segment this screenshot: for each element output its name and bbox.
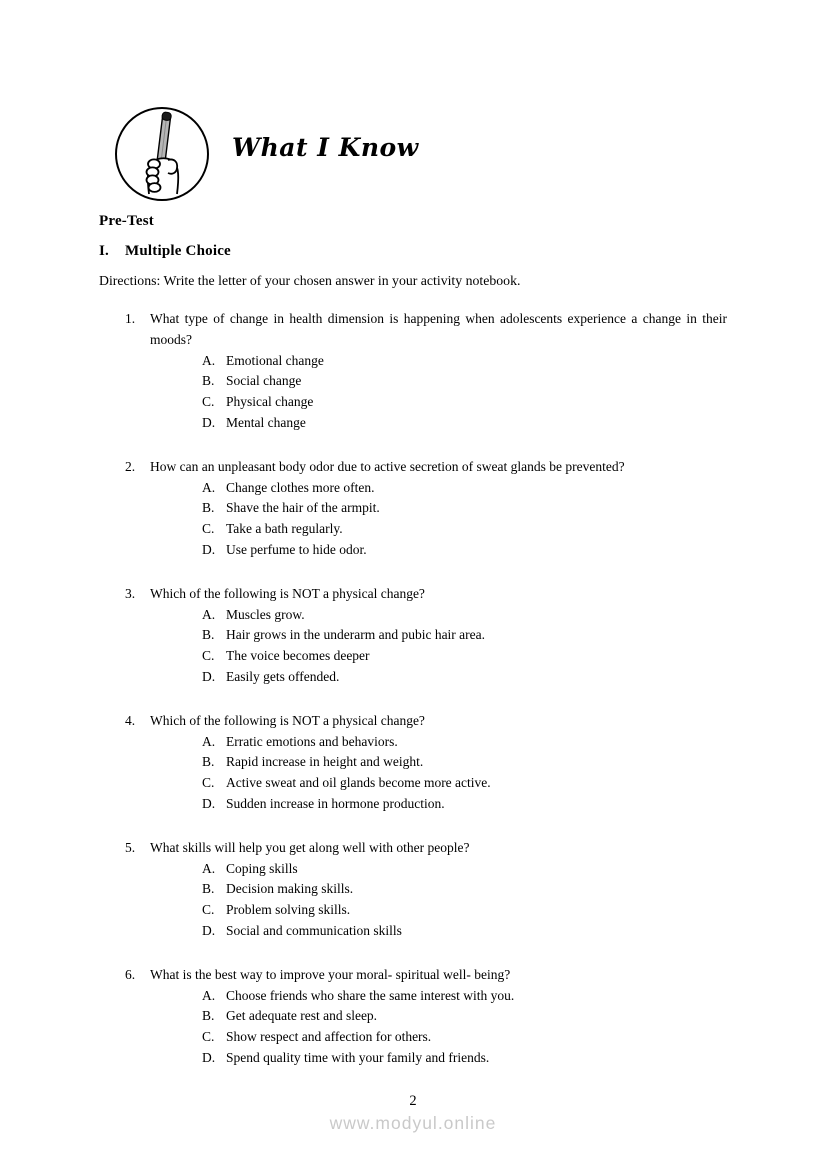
option-text: Active sweat and oil glands become more active. <box>226 775 491 791</box>
option <box>202 413 727 434</box>
option-letter: D. <box>202 414 216 430</box>
option-letter: A. <box>202 733 216 749</box>
option-text: Spend quality time with your family and friends. <box>226 1049 490 1065</box>
option <box>202 879 727 900</box>
option-letter: B. <box>202 500 215 516</box>
option-letter: B. <box>202 627 215 643</box>
option <box>202 540 727 561</box>
option-text: Use perfume to hide odor. <box>226 541 367 557</box>
page-number: 2 <box>409 1093 417 1109</box>
option <box>202 921 727 942</box>
question-text: Which of the following is NOT a physical change? <box>150 585 425 601</box>
section-heading <box>99 243 727 260</box>
option-letter: C. <box>202 521 215 537</box>
option-letter: C. <box>202 775 215 791</box>
option-letter: C. <box>202 394 215 410</box>
option-letter: A. <box>202 860 216 876</box>
option <box>202 732 727 753</box>
option-letter: C. <box>202 1029 215 1045</box>
option-letter: A. <box>202 987 216 1003</box>
option-letter: D. <box>202 1049 216 1065</box>
option-letter: D. <box>202 795 216 811</box>
option <box>202 900 727 921</box>
page-title: What I Know <box>232 132 419 162</box>
option-text: Erratic emotions and behaviors. <box>226 733 398 749</box>
pretest-label: Pre-Test <box>99 213 154 229</box>
option-text: Problem solving skills. <box>226 902 351 918</box>
option-text: Take a bath regularly. <box>226 521 343 537</box>
option <box>202 667 727 688</box>
options <box>202 732 727 815</box>
option-letter: A. <box>202 479 216 495</box>
footer <box>0 1093 826 1134</box>
question-number: 4. <box>125 712 136 728</box>
question-2 <box>99 457 727 561</box>
header <box>0 0 826 204</box>
question-number: 5. <box>125 839 136 855</box>
option-text: Emotional change <box>226 352 324 368</box>
option-letter: A. <box>202 606 216 622</box>
question-3 <box>99 584 727 688</box>
option <box>202 1048 727 1069</box>
option <box>202 371 727 392</box>
option <box>202 986 727 1007</box>
option <box>202 478 727 499</box>
option-letter: B. <box>202 373 215 389</box>
option-text: Sudden increase in hormone production. <box>226 795 445 811</box>
option-letter: B. <box>202 754 215 770</box>
option-text: Hair grows in the underarm and pubic hair area. <box>226 627 486 643</box>
option <box>202 392 727 413</box>
option-letter: B. <box>202 1008 215 1024</box>
question-text: What is the best way to improve your moral- spiritual well- being? <box>150 966 511 982</box>
section-numeral: I. <box>99 243 109 259</box>
question-5 <box>99 838 727 942</box>
option-text: Choose friends who share the same interest with you. <box>226 987 515 1003</box>
options <box>202 605 727 688</box>
question-number: 1. <box>125 311 136 326</box>
option <box>202 752 727 773</box>
option-letter: D. <box>202 541 216 557</box>
option-text: Physical change <box>226 394 314 410</box>
option-text: Social change <box>226 373 302 389</box>
question-number: 6. <box>125 966 136 982</box>
option <box>202 646 727 667</box>
watermark: www.modyul.online <box>329 1113 497 1133</box>
option <box>202 498 727 519</box>
option-letter: D. <box>202 668 216 684</box>
option-text: Change clothes more often. <box>226 479 375 495</box>
option-text: Rapid increase in height and weight. <box>226 754 424 770</box>
option-letter: C. <box>202 648 215 664</box>
option <box>202 1027 727 1048</box>
option <box>202 625 727 646</box>
option <box>202 794 727 815</box>
option <box>202 605 727 626</box>
question-4 <box>99 711 727 815</box>
option-text: Easily gets offended. <box>226 668 340 684</box>
options <box>202 986 727 1069</box>
question-number: 3. <box>125 585 136 601</box>
option <box>202 773 727 794</box>
option-text: Shave the hair of the armpit. <box>226 500 380 516</box>
question-text: What type of change in health dimension is happening when adolescents experience a change in their moods? <box>150 311 727 347</box>
option-text: Get adequate rest and sleep. <box>226 1008 378 1024</box>
option-text: Social and communication skills <box>226 922 402 938</box>
option <box>202 859 727 880</box>
option-text: Coping skills <box>226 860 298 876</box>
option-letter: B. <box>202 881 215 897</box>
options <box>202 859 727 942</box>
question-list <box>99 309 727 1069</box>
option-text: Muscles grow. <box>226 606 305 622</box>
option-text: The voice becomes deeper <box>226 648 370 664</box>
question-6 <box>99 965 727 1069</box>
question-text: What skills will help you get along well with other people? <box>150 839 470 855</box>
options <box>202 351 727 434</box>
question-number: 2. <box>125 458 136 474</box>
option-text: Mental change <box>226 414 306 430</box>
option-text: Show respect and affection for others. <box>226 1029 432 1045</box>
option-letter: C. <box>202 902 215 918</box>
options <box>202 478 727 561</box>
content <box>99 213 727 1069</box>
option <box>202 351 727 372</box>
section-title: Multiple Choice <box>125 243 231 259</box>
option-letter: A. <box>202 352 216 368</box>
option <box>202 519 727 540</box>
question-text: Which of the following is NOT a physical change? <box>150 712 425 728</box>
question-1 <box>99 309 727 434</box>
option-letter: D. <box>202 922 216 938</box>
option <box>202 1006 727 1027</box>
question-text: How can an unpleasant body odor due to active secretion of sweat glands be prevented? <box>150 458 625 474</box>
pencil-in-hand-icon <box>112 104 212 204</box>
directions-text: Directions: Write the letter of your chosen answer in your activity notebook. <box>99 273 521 288</box>
option-text: Decision making skills. <box>226 881 354 897</box>
